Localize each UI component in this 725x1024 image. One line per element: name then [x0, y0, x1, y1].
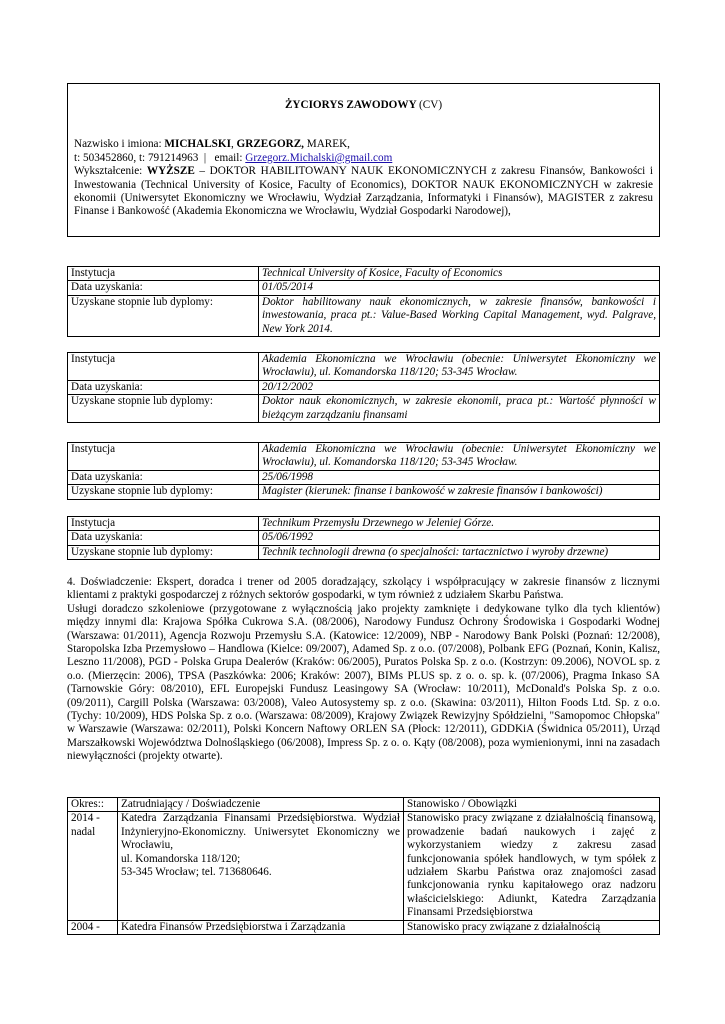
education-level: WYŻSZE	[146, 165, 195, 178]
employer-address-street: ul. Komandorska 118/120;	[121, 852, 241, 865]
email-link[interactable]: Grzegorz.Michalski@gmail.com	[245, 151, 393, 164]
experience-section	[67, 576, 660, 764]
institution-table-3	[67, 442, 660, 500]
institution-table-2	[67, 352, 660, 423]
employer-address-city: 53-345 Wrocław; tel. 713680646.	[121, 866, 272, 879]
contact-line	[74, 152, 653, 165]
cv-header-box	[67, 83, 660, 237]
table-row	[68, 470, 660, 484]
degree-label: Uzyskane stopnie lub dyplomy:	[68, 295, 259, 336]
degree-label: Uzyskane stopnie lub dyplomy:	[68, 395, 259, 423]
surname: MICHALSKI	[164, 138, 231, 151]
institution-value: Technical University of Kosice, Faculty of Economics	[259, 267, 660, 281]
position-cell: Stanowisko pracy związane z działalnością finansową, prowadzenie badań naukowych i zajęć z wykorzystaniem wiedzy z zakresu zasad funkcjonowania spółek handlowych, w tym spółek z udziałem Skarbu Państwa oraz znajomości zasad funkcjonowania rynku kapitałowego oraz nadzoru właścicielskiego: Adiunkt, Katedra Zarządzania Finansami Przedsiębiorstwa	[404, 812, 660, 920]
institution-value: Technikum Przemysłu Drzewnego w Jeleniej Górze.	[259, 517, 660, 531]
table-row	[68, 380, 660, 394]
degree-label: Uzyskane stopnie lub dyplomy:	[68, 545, 259, 559]
degree-value: Magister (kierunek: finanse i bankowość w zakresie finansów i bankowości)	[259, 485, 660, 499]
degree-value: Doktor habilitowany nauk ekonomicznych, w zakresie finansów, bankowości i inwestowania, praca pt.: Value-Based Working Capital Management, wyd. Palgrave, New York 2014.	[259, 295, 660, 336]
degree-value: Technik technologii drewna (o specjalności: tartacznictwo i wyroby drzewne)	[259, 545, 660, 559]
date-label: Data uzyskania:	[68, 281, 259, 295]
position-cell: Stanowisko pracy związane z działalnością	[404, 920, 660, 934]
table-row	[68, 395, 660, 423]
institution-label: Instytucja	[68, 353, 259, 381]
table-row	[68, 545, 660, 559]
date-value: 20/12/2002	[259, 380, 660, 394]
education-label: Wykształcenie:	[74, 165, 147, 178]
institution-table-1	[67, 266, 660, 337]
period-cell: 2014 - nadal	[68, 812, 118, 920]
table-header-row	[68, 798, 660, 812]
table-row	[68, 531, 660, 545]
degree-label: Uzyskane stopnie lub dyplomy:	[68, 485, 259, 499]
education-text: – DOKTOR HABILITOWANY NAUK EKONOMICZNYCH z zakresu Finansów, Bankowości i Inwestowania (Technical University of Kosice, Faculty of Economics), DOKTOR NAUK EKONOMICZNYCH w zakresie ekonomii (Uniwersytet Ekonomiczny we Wrocławiu, Wydział Zarządzania, Informatyki i Finansów), MAGISTER z zakresu Finanse i Bankowość (Akademia Ekonomiczna we Wrocławiu, Wydział Gospodarki Narodowej),	[74, 165, 653, 218]
table-row	[68, 281, 660, 295]
table-row	[68, 517, 660, 531]
institution-label: Instytucja	[68, 267, 259, 281]
name-label: Nazwisko i imiona:	[74, 138, 165, 151]
period-header: Okres::	[68, 798, 118, 812]
date-value: 01/05/2014	[259, 281, 660, 295]
middle-name: MAREK,	[303, 138, 350, 151]
table-row	[68, 920, 660, 934]
date-label: Data uzyskania:	[68, 380, 259, 394]
name-separator: ,	[230, 138, 237, 151]
institution-label: Instytucja	[68, 517, 259, 531]
first-name: GRZEGORZ,	[236, 138, 304, 151]
experience-clients: Usługi doradczo szkoleniowe (przygotowane z wyłącznością jako projekty zamknięte i dedykowane tylko dla tych klientów) między innymi dla: Krajowa Spółka Cukrowa S.A. (08/2006), Narodowy Fundusz Ochrony Środowiska i Gospodarki Wodnej (Warszawa: 01/2011), Agencja Rozwoju Przemysłu S.A. (Katowice: 12/2009), NBP - Narodowy Bank Polski (Poznań: 12/2008), Staropolska Izba Przemysłowo – Handlowa (Kielce: 09/2007), Adamed Sp. z o.o. (07/2008), Polbank EFG (Poznań, Konin, Kalisz, Leszno 11/2008), PGD - Polska Grupa Dealerów (Kraków: 06/2005), Puratos Polska Sp. z o.o. (Kostrzyn: 09.2006), NOVOL sp. z o.o. (Mierzęcin: 2006), TPSA (Paszkówka: 2006; Kraków: 2007), BIMs PLUS sp. z o. o. sp. k. (07/2006), Pragma Inkaso SA (Tarnowskie Góry: 08/2010), EFL Europejski Fundusz Leasingowy SA (Wrocław: 10/2011), McDonald's Polska Sp. z o.o. (09/2011), Cargill Polska (Warszawa: 03/2008), Valeo Autosystemy sp. z o.o. (Skawina: 03/2011), Hilton Foods Ltd. Sp. z o.o. (Tychy: 10/2009), HDS Polska Sp. z o.o. (Warszawa: 08/2009), Krajowy Związek Rewizyjny Spółdzielni, "Samopomoc Chłopska" w Warszawie (Warszawa: 02/2011), Polski Koncern Naftowy ORLEN SA (Płock: 12/2011), GDDKiA (Świdnica 05/2011), Urząd Marszałkowski Województwa Dolnośląskiego (06/2008), Impress Sp. z o. o. Kąty (08/2008), poza wymienionymi, inni na zasadach niewyłączności (projekty otwarte).	[67, 602, 660, 763]
employer-header: Zatrudniający / Doświadczenie	[118, 798, 404, 812]
institution-table-4	[67, 516, 660, 560]
table-row	[68, 812, 660, 920]
institution-value: Akademia Ekonomiczna we Wrocławiu (obecnie: Uniwersytet Ekonomiczny we Wrocławiu), ul. Komandorska 118/120; 53-345 Wrocław.	[259, 443, 660, 471]
employer-cell: Katedra Finansów Przedsiębiorstwa i Zarządzania	[118, 920, 404, 934]
degree-value: Doktor nauk ekonomicznych, w zakresie ekonomii, praca pt.: Wartość płynności w bieżącym zarządzaniu finansami	[259, 395, 660, 423]
period-cell: 2004 -	[68, 920, 118, 934]
education-line	[74, 165, 653, 219]
table-row	[68, 443, 660, 471]
contact-phones: t: 503452860, t: 791214963 | email:	[74, 151, 246, 164]
table-row	[68, 267, 660, 281]
employer-cell	[118, 812, 404, 920]
date-value: 05/06/1992	[259, 531, 660, 545]
date-value: 25/06/1998	[259, 470, 660, 484]
experience-intro: 4. Doświadczenie: Ekspert, doradca i trener od 2005 doradzający, szkolący i współpracujący w zakresie finansów z licznymi klientami z praktyki gospodarczej z różnych sektorów gospodarki, w tym również z udziałem Skarbu Państwa.	[67, 576, 660, 602]
table-row	[68, 485, 660, 499]
institution-label: Instytucja	[68, 443, 259, 471]
cv-header-body	[74, 138, 653, 218]
employment-table	[67, 797, 660, 935]
institution-value: Akademia Ekonomiczna we Wrocławiu (obecnie: Uniwersytet Ekonomiczny we Wrocławiu), ul. Komandorska 118/120; 53-345 Wrocław.	[259, 353, 660, 381]
date-label: Data uzyskania:	[68, 531, 259, 545]
name-line	[74, 138, 653, 151]
position-header: Stanowisko / Obowiązki	[404, 798, 660, 812]
date-label: Data uzyskania:	[68, 470, 259, 484]
cv-title-suffix: (CV)	[419, 99, 443, 111]
cv-title-bold: ŻYCIORYS ZAWODOWY	[284, 99, 417, 111]
cv-title	[74, 99, 653, 112]
employer-name: Katedra Zarządzania Finansami Przedsiębiorstwa. Wydział Inżynieryjno-Ekonomiczny. Uniwersytet Ekonomiczny we Wrocławiu,	[121, 812, 400, 852]
table-row	[68, 295, 660, 336]
table-row	[68, 353, 660, 381]
